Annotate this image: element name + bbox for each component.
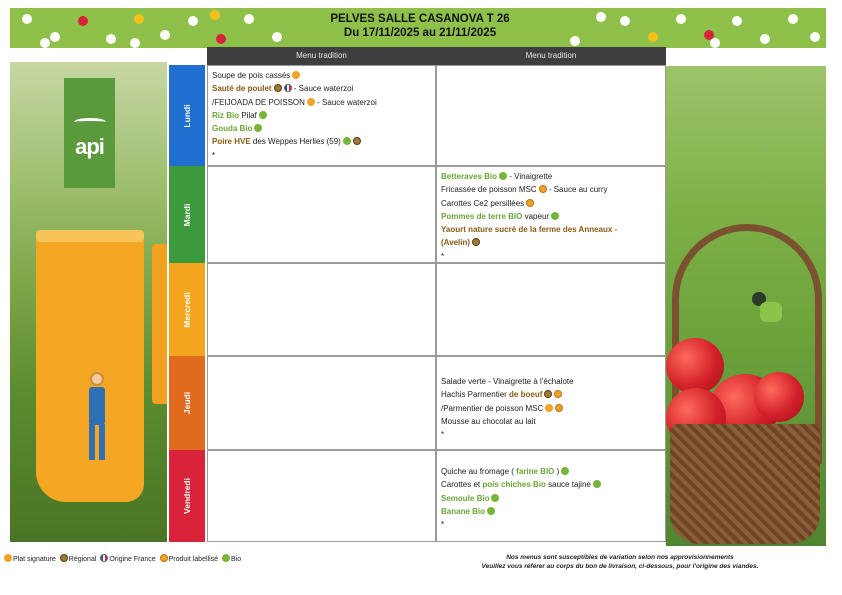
bio-icon <box>222 554 230 562</box>
decorative-dot <box>210 10 220 20</box>
menu-cell-mercredi-2 <box>436 263 666 356</box>
menu-item-text: Banane Bio <box>441 506 486 516</box>
menu-item-text: Yaourt nature sucré de la ferme des Anneaux - <box>441 225 618 235</box>
menu-item <box>441 197 661 210</box>
menu-item-text: (Avelin) <box>441 238 471 248</box>
decorative-dot <box>160 30 170 40</box>
menu-cell-jeudi-2 <box>436 356 666 450</box>
bio-icon <box>551 212 559 220</box>
menu-item-text: Semoule Bio <box>441 493 490 503</box>
menu-item <box>441 518 661 531</box>
menu-item <box>441 183 661 196</box>
day-jeudi <box>169 356 205 450</box>
menu-item-text: de boeuf <box>506 390 543 400</box>
menu-cell-lundi-2 <box>436 65 666 166</box>
menu-item-text: farine BIO <box>516 467 555 476</box>
label-icon <box>539 185 547 193</box>
bio-icon <box>259 111 267 119</box>
decorative-dot <box>648 32 658 42</box>
legend-bio: Bio <box>230 556 242 563</box>
bio-icon <box>343 137 351 145</box>
france-flag-icon <box>100 554 108 562</box>
day-mercredi <box>169 263 205 356</box>
menu-item-text: * <box>441 520 445 530</box>
signature-icon <box>545 404 553 412</box>
decorative-dot <box>78 16 88 26</box>
decorative-dot <box>130 38 140 48</box>
menu-item <box>441 236 661 249</box>
menu-item-sauce: - Vinaigrette <box>507 172 553 181</box>
day-label: Lundi <box>182 103 192 128</box>
menu-item-text: Pommes de terre BIO <box>441 211 523 221</box>
legend-signature: Plat signature <box>13 556 56 563</box>
menu-item-sauce: - Sauce waterzoi <box>291 84 354 94</box>
day-label: Jeudi <box>182 391 192 415</box>
menu-item-text: Mousse au chocolat au lait <box>441 416 536 426</box>
menu-item <box>212 82 431 95</box>
rain-boot-back <box>152 244 167 404</box>
decorative-dot <box>788 14 798 24</box>
menu-item-text: Carottes Ce2 persillées <box>441 198 525 208</box>
title-text: PELVES SALLE CASANOVA T 26 <box>330 13 510 25</box>
basket <box>670 424 820 544</box>
bio-icon <box>499 172 507 180</box>
menu-item <box>441 505 661 518</box>
menu-item-text: /Parmentier de poisson MSC <box>441 403 544 413</box>
decorative-dot <box>676 14 686 24</box>
page-title <box>230 12 610 40</box>
decorative-dot <box>732 16 742 26</box>
menu-item-sauce: - Sauce au curry <box>546 185 608 195</box>
bio-icon <box>491 494 499 502</box>
menu-item <box>212 109 431 122</box>
menu-item <box>441 170 661 183</box>
decorative-dot <box>760 34 770 44</box>
day-label: Vendredi <box>182 478 192 514</box>
menu-item-text: Sauté de poulet <box>212 84 272 94</box>
footer-note <box>440 553 800 571</box>
menu-item-text: * <box>212 150 216 160</box>
legend-labellise: Produit labellisé <box>168 556 219 563</box>
menu-item <box>212 149 431 162</box>
label-icon <box>554 390 562 398</box>
label-icon <box>555 404 563 412</box>
menu-cell-vendredi-2 <box>436 450 666 542</box>
menu-item <box>441 388 661 401</box>
menu-item-text: Fricassée de poisson MSC <box>441 185 537 195</box>
signature-icon <box>4 554 12 562</box>
bio-icon <box>593 480 601 488</box>
column-header-2: Menu tradition <box>436 47 666 65</box>
menu-item <box>441 375 661 388</box>
day-label: Mercredi <box>182 291 192 328</box>
menu-item-text: Hachis Parmentier <box>441 390 507 400</box>
menu-item-text: Soupe de pois cassés <box>212 71 291 80</box>
menu-item <box>441 492 661 505</box>
menu-item-text: Gouda Bio <box>212 124 253 134</box>
footer-line-2: Veuillez vous référer au corps du bon de livraison, ci-dessous, pour l'origine des viandes. <box>481 563 759 570</box>
menu-item-text: des Weppes Herlies (59) <box>250 137 341 147</box>
menu-item <box>441 402 661 415</box>
decorative-dot <box>40 38 50 48</box>
api-logo <box>64 78 115 188</box>
regional-icon <box>472 238 480 246</box>
menu-cell-mercredi-1 <box>207 263 436 356</box>
menu-item <box>212 96 431 109</box>
menu-cell-vendredi-1 <box>207 450 436 542</box>
menu-cell-mardi-2 <box>436 166 666 263</box>
right-photo <box>666 66 826 546</box>
menu-item-text: Salade verte - Vinaigrette à l'échalote <box>441 377 574 386</box>
bio-icon <box>254 124 262 132</box>
decorative-dot <box>810 32 820 42</box>
menu-item <box>441 465 661 478</box>
menu-item-text: pois chiches Bio <box>482 480 546 490</box>
menu-cell-mardi-1 <box>207 166 436 263</box>
decorative-dot <box>188 16 198 26</box>
day-vendredi <box>169 450 205 542</box>
signature-icon <box>307 98 315 106</box>
child-illustration <box>82 372 112 462</box>
left-photo <box>10 62 167 542</box>
menu-item <box>441 210 661 223</box>
decorative-dot <box>216 34 226 44</box>
column-header-1: Menu tradition <box>207 47 436 65</box>
footer-line-1: Nos menus sont susceptibles de variation selon nos approvisionnements <box>506 554 734 561</box>
legend-origine: Origine France <box>109 556 156 563</box>
day-lundi <box>169 65 205 166</box>
period-text: Du 17/11/2025 au 21/11/2025 <box>343 27 497 39</box>
regional-icon <box>60 554 68 562</box>
day-label: Mardi <box>182 203 192 226</box>
menu-item <box>441 223 661 236</box>
apple <box>666 338 724 394</box>
label-icon <box>160 554 168 562</box>
menu-item-text: Riz Bio <box>212 110 240 120</box>
regional-icon <box>544 390 552 398</box>
day-mardi <box>169 166 205 263</box>
decorative-dot <box>710 38 720 48</box>
menu-item-text: Poire HVE <box>212 137 251 147</box>
label-icon <box>526 199 534 207</box>
legend-regional: Régional <box>68 556 97 563</box>
menu-item <box>212 69 431 82</box>
menu-cell-lundi-1 <box>207 65 436 166</box>
decorative-dot <box>620 16 630 26</box>
menu-item-text: * <box>441 251 445 261</box>
decorative-dot <box>50 32 60 42</box>
menu-item <box>212 122 431 135</box>
france-flag-icon <box>284 84 292 92</box>
menu-item-text: Carottes et <box>441 480 483 490</box>
apple <box>754 372 804 422</box>
signature-icon <box>292 71 300 79</box>
bio-icon <box>487 507 495 515</box>
menu-item <box>441 250 661 263</box>
menu-item-text: sauce tajine <box>545 480 591 490</box>
climbing-child-illustration <box>752 292 792 336</box>
logo-text: api <box>75 134 104 159</box>
decorative-dot <box>106 34 116 44</box>
logo-wave-icon <box>74 118 106 126</box>
menu-item <box>212 135 431 148</box>
decorative-dot <box>22 14 32 24</box>
menu-item <box>441 428 661 441</box>
menu-item-text: Betteraves Bio <box>441 172 498 181</box>
menu-item-text: ) <box>554 467 560 476</box>
decorative-dot <box>134 14 144 24</box>
menu-item-sauce: - Sauce waterzoi <box>314 97 377 107</box>
menu-item-text: Pilaf <box>239 110 257 120</box>
legend <box>4 554 243 563</box>
menu-item-text: * <box>441 430 445 440</box>
menu-item-text: /FEIJOADA DE POISSON <box>212 97 305 107</box>
bio-icon <box>561 467 569 475</box>
menu-cell-jeudi-1 <box>207 356 436 450</box>
menu-item-text: Quiche au fromage ( <box>441 467 517 476</box>
menu-item <box>441 415 661 428</box>
menu-item <box>441 478 661 491</box>
regional-icon <box>274 84 282 92</box>
menu-item-text: vapeur <box>522 211 550 221</box>
rain-boot-rim <box>36 230 144 242</box>
regional-icon <box>353 137 361 145</box>
